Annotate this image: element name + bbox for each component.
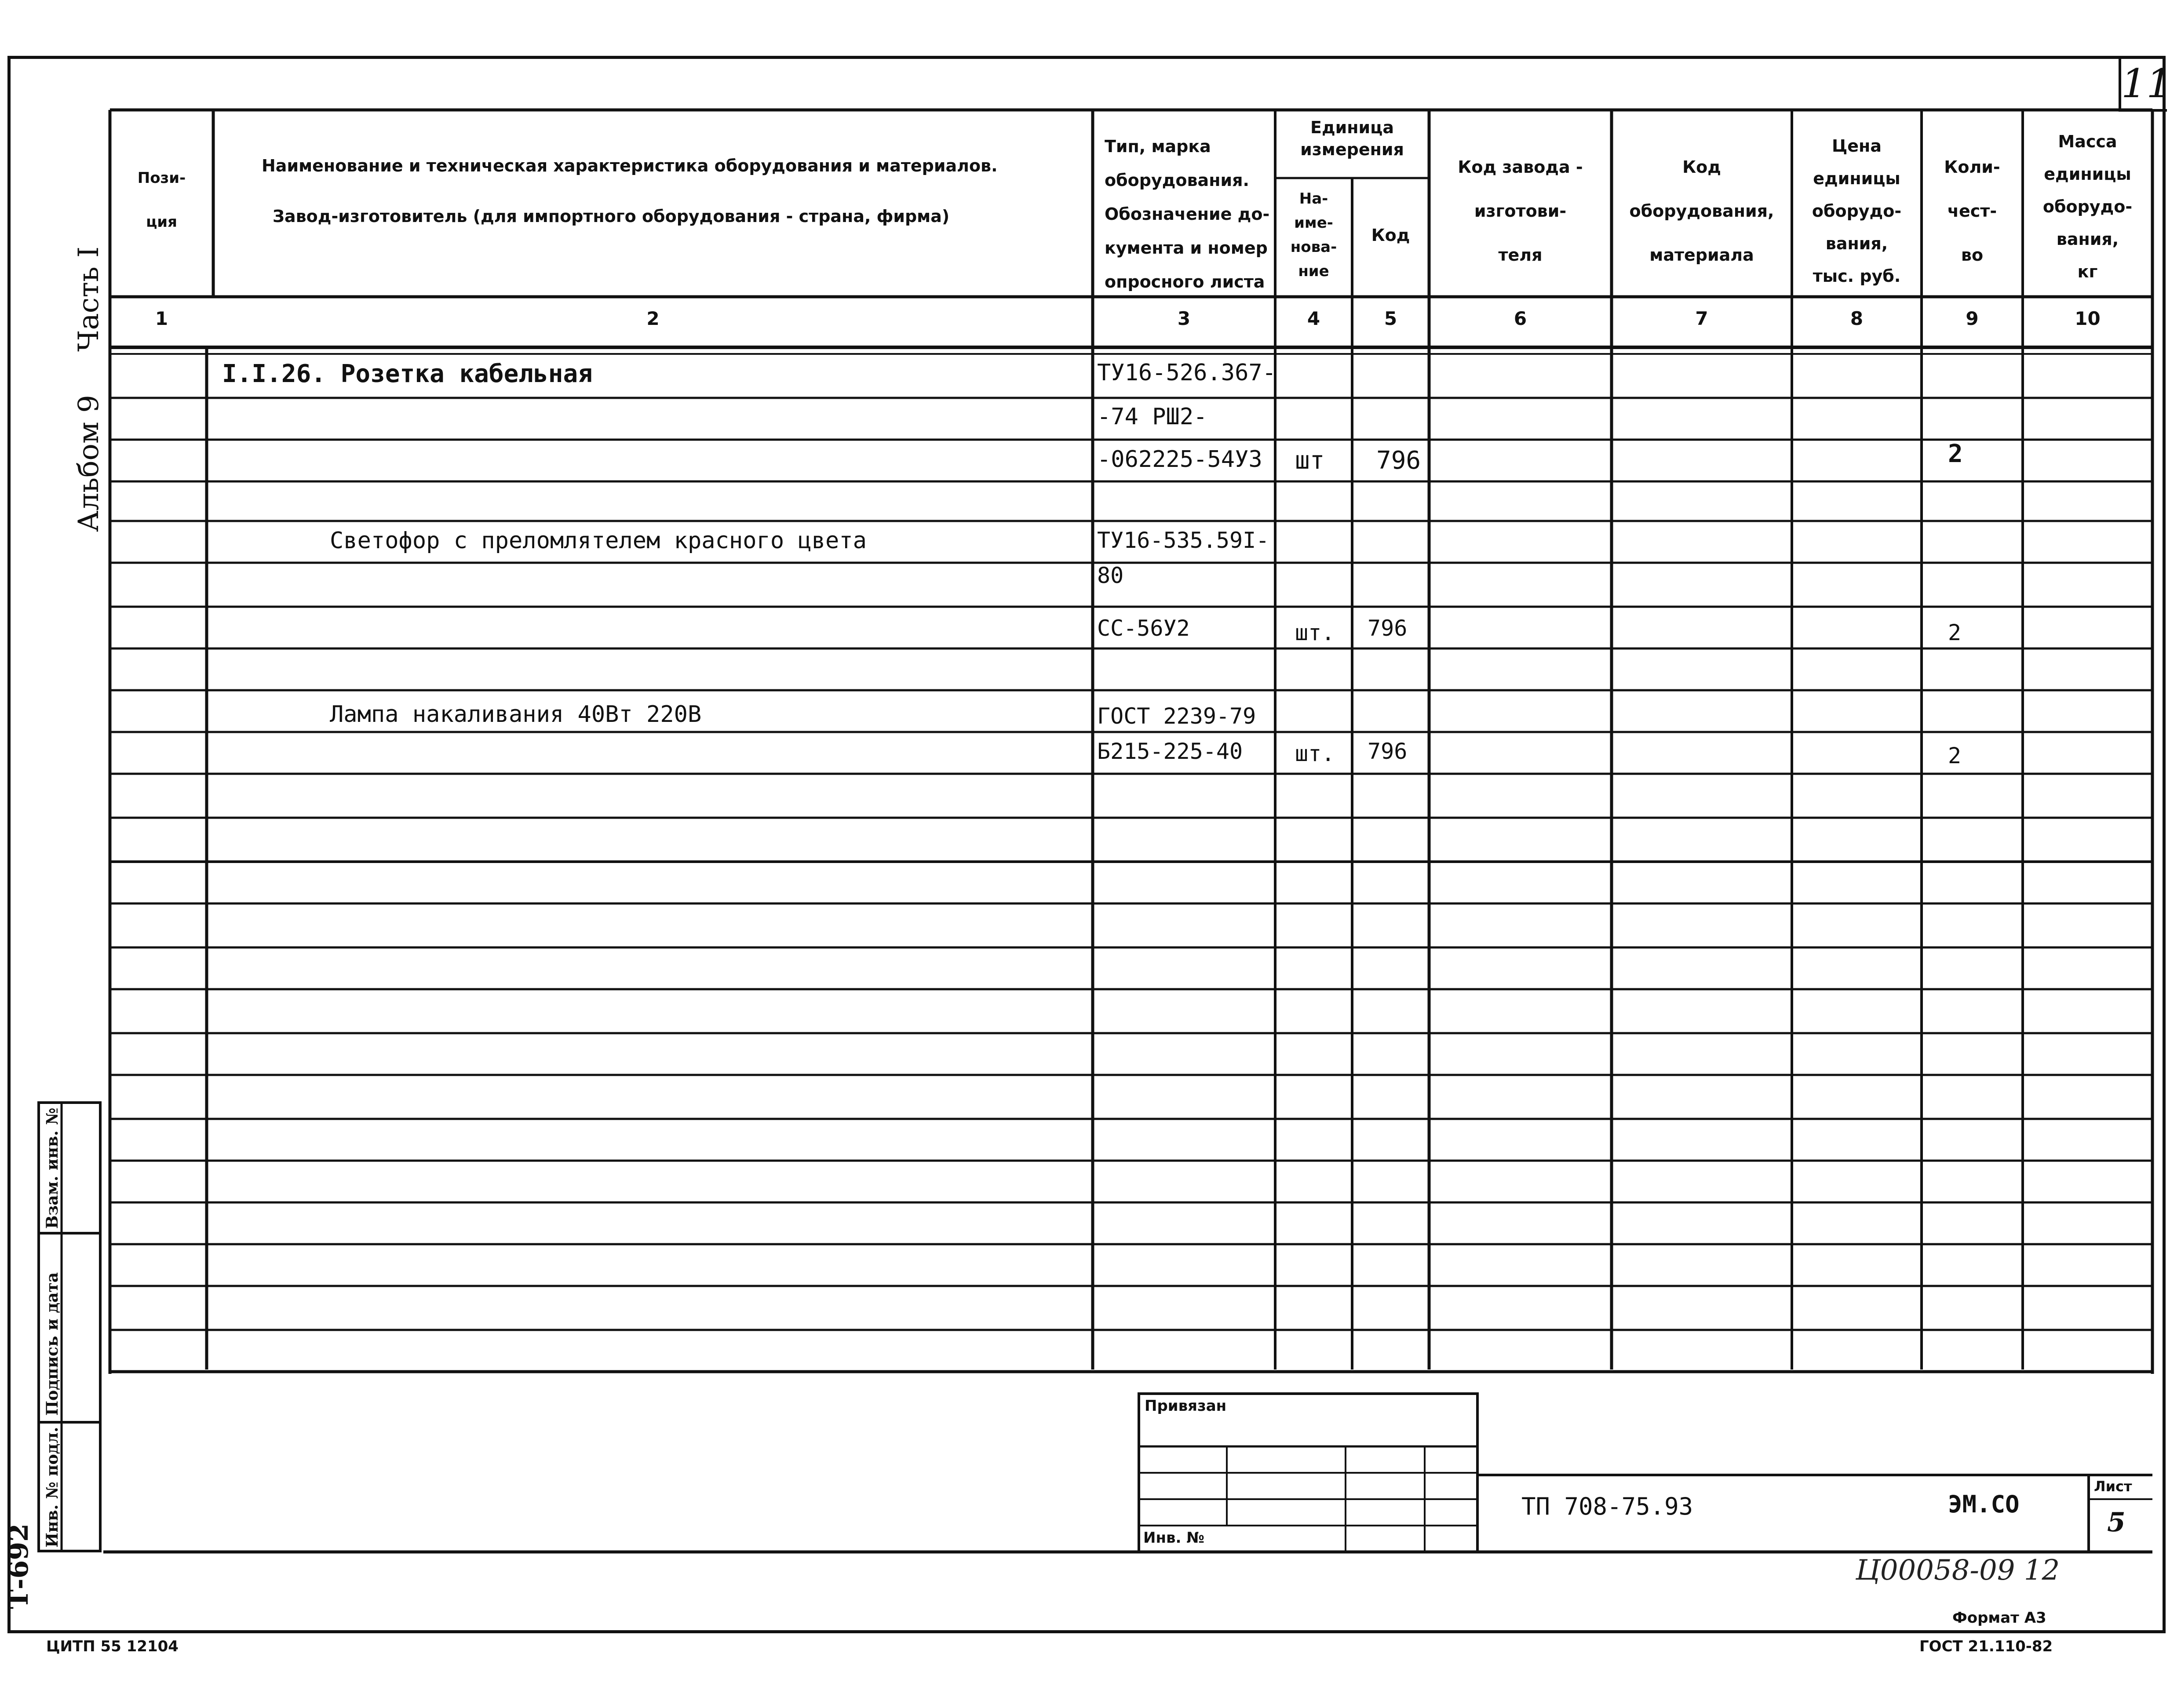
side-doc-code: Т-692 bbox=[4, 1523, 34, 1609]
row3-type-line2: Б215-225-40 bbox=[1097, 739, 1243, 764]
row3-qty: 2 bbox=[1948, 743, 1962, 768]
stamp-podpis-label: Подпись и дата bbox=[43, 1272, 62, 1416]
row1-type-line1: ТУ16-526.367- bbox=[1097, 360, 1276, 386]
row2-type-line1: ТУ16-535.59I- bbox=[1097, 528, 1269, 553]
sheet-corner-number: 11 bbox=[2119, 59, 2167, 112]
row2-unit: шт. bbox=[1295, 620, 1335, 645]
row3-name: Лампа накаливания 40Вт 220В bbox=[330, 701, 702, 728]
row2-type-line3: СС-56У2 bbox=[1097, 615, 1190, 641]
stamp-list-number: 5 bbox=[2107, 1507, 2126, 1538]
col-number-10: 10 bbox=[2075, 308, 2101, 329]
header-unit-code: Код bbox=[1371, 226, 1410, 245]
header-name-line2: Завод-изготовитель (для импортного оборудования - страна, фирма) bbox=[273, 207, 950, 226]
col-number-1: 1 bbox=[155, 308, 168, 329]
row1-unit: шт bbox=[1295, 446, 1325, 475]
side-part-label: Часть I bbox=[73, 246, 105, 352]
col-number-6: 6 bbox=[1514, 308, 1527, 329]
header-price: Цена единицы оборудо- вания, тыс. руб. bbox=[1812, 136, 1902, 286]
row1-type-line3: -062225-54У3 bbox=[1097, 446, 1262, 473]
header-equipment-code: Код оборудования, материала bbox=[1629, 157, 1774, 265]
header-factory-code: Код завода - изготови- теля bbox=[1458, 157, 1583, 265]
stamp-list-label: Лист bbox=[2094, 1478, 2132, 1495]
stamp-vzam-label: Взам. инв. № bbox=[43, 1107, 62, 1229]
stamp-privyazan: Привязан bbox=[1145, 1397, 1227, 1415]
gost-label: ГОСТ 21.110-82 bbox=[1919, 1638, 2053, 1655]
row3-unit: шт. bbox=[1295, 741, 1335, 766]
header-name-line1: Наименование и техническая характеристика оборудования и материалов. bbox=[262, 156, 998, 175]
row2-name: Светофор с преломлятелем красного цвета bbox=[330, 528, 867, 554]
row3-code: 796 bbox=[1368, 739, 1408, 764]
col-number-8: 8 bbox=[1850, 308, 1864, 329]
header-unit: Единица измерения bbox=[1300, 118, 1404, 159]
header-position: Пози- ция bbox=[137, 169, 186, 231]
header-mass: Масса единицы оборудо- вания, кг bbox=[2042, 132, 2133, 281]
header-type: Тип, марка оборудования. Обозначение до- кумента и номер опросного листа bbox=[1105, 137, 1270, 291]
row1-qty: 2 bbox=[1948, 440, 1963, 468]
row2-code: 796 bbox=[1368, 615, 1408, 641]
header-unit-name: На- име- нова- ние bbox=[1290, 190, 1337, 280]
col-number-7: 7 bbox=[1695, 308, 1708, 329]
handwritten-code: Ц00058-09 12 bbox=[1856, 1554, 2060, 1587]
row1-name: I.I.26. Розетка кабельная bbox=[222, 360, 593, 388]
col-number-4: 4 bbox=[1307, 308, 1320, 329]
row3-type-line1: ГОСТ 2239-79 bbox=[1097, 703, 1256, 729]
header-quantity: Коли- чест- во bbox=[1944, 157, 2000, 265]
stamp-doc-code: ЭМ.СО bbox=[1948, 1490, 2020, 1518]
tsitp-label: ЦИТП 55 12104 bbox=[46, 1638, 179, 1655]
col-number-3: 3 bbox=[1177, 308, 1191, 329]
side-album-label: Альбом 9 bbox=[73, 395, 105, 532]
row2-qty: 2 bbox=[1948, 620, 1962, 645]
col-number-9: 9 bbox=[1966, 308, 1979, 329]
col-number-2: 2 bbox=[646, 308, 660, 329]
stamp-inv-label: Инв. № подл. bbox=[43, 1427, 62, 1548]
stamp-project-code: ТП 708-75.93 bbox=[1521, 1493, 1693, 1520]
row1-type-line2: -74 РШ2- bbox=[1097, 404, 1207, 430]
row1-code: 796 bbox=[1376, 446, 1421, 475]
col-number-5: 5 bbox=[1384, 308, 1397, 329]
stamp-inv-no: Инв. № bbox=[1143, 1529, 1205, 1547]
row2-type-line2: 80 bbox=[1097, 563, 1124, 588]
format-label: Формат А3 bbox=[1952, 1609, 2046, 1627]
